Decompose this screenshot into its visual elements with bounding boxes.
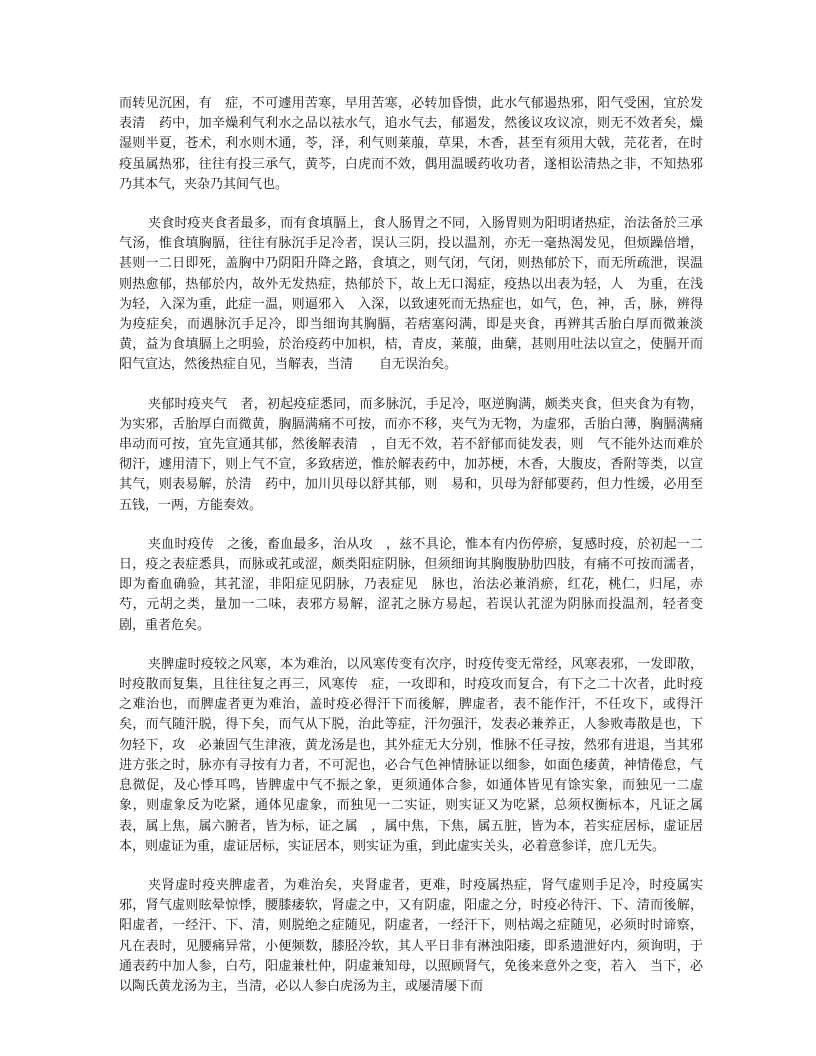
paragraph-blood-stasis: 夹血时疫传 之後，畜血最多，治从攻 ，兹不具论，惟本有内伤停瘀，复感时疫，於初起一二日，疫之表症悉具，而脉或芤或涩，颇类阳症阴脉，但须细询其胸腹胁肋四肢，有痛不可按而濡者，即为畜血确验，其芤涩，非阳症见阴脉，乃表症见 脉也，治法必兼消瘀，红花，桃仁，归尾，赤芍，元胡之类，量加一二味，表邪方易解，涩芤之脉方易起，若误认芤涩为阴脉而投温剂，轻者变剧，重者危矣。 <box>119 536 703 633</box>
paragraph-kidney-deficiency: 夹肾虚时疫夹脾虚者，为难治矣，夹肾虚者，更难，时疫属热症，肾气虚则手足冷，时疫属实邪，肾气虚则眩晕惊悸，腰膝痿软，肾虚之中，又有阴虚，阳虚之分，时疫必待汗、下、清而後解，阳虚者，一经汗、下、清，则脱绝之症随见，阴虚者，一经汗下，则枯竭之症随见，必须时时谛察，凡在表时，见腰痛异常，小便频数，膝胫冷软，其人平日非有淋浊阳痿，即系遗泄好内，须询明，于通表药中加人参，白芍，阳虚兼杜仲，阴虚兼知母，以照顾肾气，免後来意外之变，若入 当下，必以陶氏黄龙汤为主，当清，必以人参白虎汤为主，或屡清屡下而 <box>119 877 703 994</box>
paragraph-water-dampness: 而转见沉困，有 症，不可遽用苦寒，早用苦寒，必转加昏愦，此水气郁遏热邪，阳气受困，宜於发表清 药中，加辛燥利气利水之品以祛水气，追水气去，郁遏发，然後议攻议凉，则无不效者矣，燥湿则半夏，苍术，利水则木通，苓，泽，利气则莱菔，草果，木香，甚至有须用大戟，芫花者，在时疫虽属热邪，往往有投三承气，黄芩，白虎而不效，偶用温暖药收功者，遂相讼清热之非，不知热邪乃其本气，夹杂乃其间气也。 <box>119 96 703 192</box>
document-page <box>119 94 703 1016</box>
paragraph-food-retention: 夹食时疫夹食者最多，而有食填膈上，食人肠胃之不同，入肠胃则为阳明诸热症，治法备於三承气汤，惟食填胸膈，往往有脉沉手足冷者，误认三阴，投以温剂，亦无一毫热渴发见，但烦躁倍增，甚则一二日即死，盖胸中乃阴阳升降之路，食填之，则气闭，气闭，则热郁於下，而无所疏泄，误温则热愈郁，热郁於内，故外无发热症，热郁於下，故上无口渴症，疫热以出表为轻，人 为重，在浅为轻，入深为重，此症一温，则逼邪入 入深，以致速死而无热症也，如气，色，神，舌，脉，辨得为疫症矣，而遇脉沉手足冷，即当细询其胸膈，若痞塞闷满，即是夹食，再辨其舌胎白厚而微兼淡黄，益为食填膈上之明验，於治疫药中加枳，桔，青皮，莱菔，曲蘖，甚则用吐法以宣之，使膈开而阳气宣达，然後热症自见，当解表，当清 自无误治矣。 <box>119 216 703 373</box>
paragraph-qi-stagnation: 夹郁时疫夹气 者，初起疫症悉同，而多脉沉，手足冷，呕逆胸满，颇类夹食，但夹食为有物，为实邪，舌胎厚白而微黄，胸膈满痛不可按，而亦不移，夹气为无物，为虚邪，舌胎白薄，胸膈满痛串动而可按，宜先宣通其郁，然後解表清 ，自无不效，若不舒郁而徒发表，则 气不能外达而难於彻汗，遽用清下，则上气不宣，多致痞逆，惟於解表药中，加苏梗，木香，大腹皮，香附等类，以宣其气，则表易解，於清 药中，加川贝母以舒其郁，则 易和，贝母为舒郁要药，但力性缓，必用至五钱，一两，方能奏效。 <box>119 396 703 513</box>
paragraph-spleen-deficiency: 夹脾虚时疫较之风寒，本为难治，以风寒传变有次序，时疫传变无常经，风寒表邪，一发即散，时疫散而复集，且往往复之再三，风寒传 症，一攻即和，时疫攻而复合，有下之二十次者，此时疫之难治也，而脾虚者更为难治，盖时疫必得汗下而後解，脾虚者，表不能作汗，不任攻下，或得汗矣，而气随汗脱，得下矣，而气从下脱，治此等症，汗勿强汗，发表必兼养正，人参败毒散是也，下勿轻下，攻 必兼固气生津液，黄龙汤是也，其外症无大分别，惟脉不任寻按，然邪有进退，当其邪进方张之时，脉亦有寻按有力者，不可泥也，必合气色神情脉证以细参，如面色痿黄，神情倦怠，气息微促，及心悸耳鸣，皆脾虚中气不振之象，更须通体合参，如通体皆见有馀实象，而独见一二虚象，则虚象反为吃紧，通体见虚象，而独见一二实证，则实证又为吃紧，总须权衡标本，凡证之属表，属上焦，属六腑者，皆为标，证之属 ，属中焦，下焦，属五脏，皆为本，若实症居标，虚证居本，则虚证为重，虚证居标，实证居本，则实证为重，到此虚实关头，必着意参详，庶几无失。 <box>119 656 703 854</box>
